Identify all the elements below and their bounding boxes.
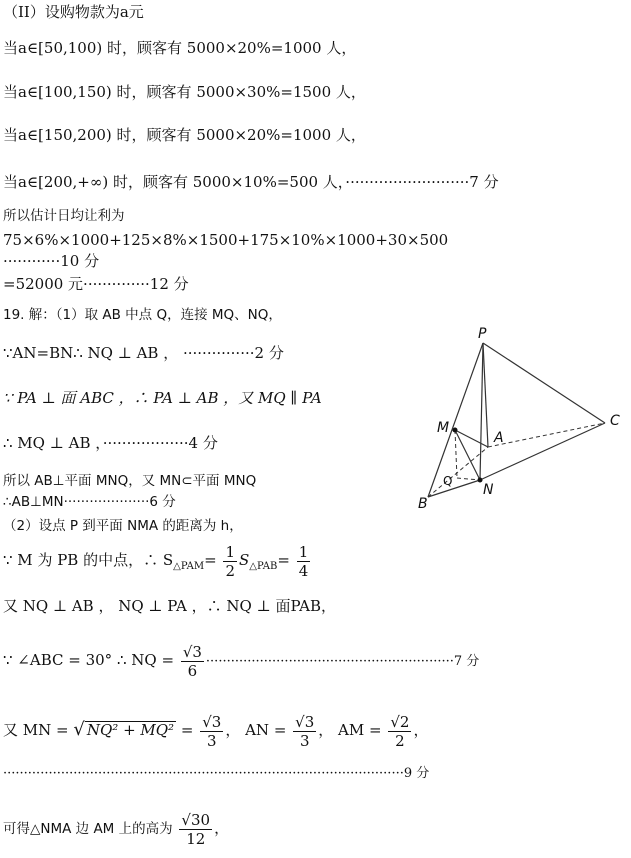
equals-3: = — [180, 721, 194, 739]
label-c: C — [610, 413, 620, 429]
label-a: A — [494, 430, 504, 446]
label-p: P — [478, 326, 487, 342]
line-case-200-inf: 当a∈[200,+∞) 时，顾客有 5000×10%=500 人，··························7 分 — [3, 173, 499, 191]
line-estimate-expression: 75×6%×1000+125×8%×1500+175×10%×1000+30×500 — [3, 231, 449, 249]
line-estimate-heading: 所以估计日均让利为 — [3, 208, 125, 224]
comma-1: ， — [413, 721, 429, 739]
line-part2-intro: （II）设购物款为a元 — [3, 3, 144, 21]
line-nq-perp-pab: 又 NQ ⊥ AB ， NQ ⊥ PA ，∴ NQ ⊥ 面PAB， — [3, 597, 337, 615]
fraction-height: $\frac{√30}{12}$ — [181, 810, 211, 848]
line-score-9: ·································································································9 分 — [3, 766, 430, 781]
area-sub-pab: △PAB — [249, 561, 278, 572]
area-s: S — [239, 551, 250, 569]
line-result-52000: =52000 元··············12 分 — [3, 275, 189, 293]
fraction-nq: $\frac{√3}{6}$ — [182, 642, 202, 680]
edge-bn — [428, 480, 480, 497]
label-n: N — [483, 482, 494, 498]
area-ratio-text: ∵ M 为 PB 的中点，∴ S — [3, 551, 174, 569]
edge-pc — [483, 343, 605, 423]
fraction-one-quarter: $\frac{1}{4}$ — [298, 542, 309, 580]
equals-2: = — [277, 551, 290, 569]
line-case-100-150: 当a∈[100,150) 时，顾客有 5000×30%=1500 人， — [3, 83, 366, 101]
edge-ac-hidden — [488, 423, 605, 447]
line-case-150-200: 当a∈[150,200) 时，顾客有 5000×20%=1000 人， — [3, 126, 366, 144]
edge-pn — [480, 343, 483, 480]
point-m — [453, 428, 458, 433]
comma-2: ， — [214, 819, 230, 837]
point-n — [478, 478, 483, 483]
score-7-dots: ····························································7 分 — [205, 654, 480, 669]
edge-mn — [455, 430, 480, 480]
line-ab-perp-mn: ∴AB⊥MN····················6 分 — [3, 494, 176, 510]
edge-qn-hidden — [457, 478, 480, 480]
edge-mq-hidden — [455, 430, 457, 478]
equals-1: = — [204, 551, 217, 569]
nq-value-text: ∵ ∠ABC = 30° ∴ NQ = — [3, 651, 175, 669]
line-q19-part1: 19. 解：（1）取 AB 中点 Q，连接 MQ、NQ， — [3, 307, 282, 323]
label-q: Q — [443, 474, 453, 488]
line-part2-distance: （2）设点 P 到平面 NMA 的距离为 h， — [3, 518, 243, 534]
line-score-10: ············10 分 — [3, 252, 100, 270]
edge-ma — [455, 430, 488, 447]
area-sub-pam: △PAM — [173, 561, 205, 572]
label-m: M — [437, 420, 450, 436]
line-nq-perp-ab: ∵AN=BN∴ NQ ⊥ AB ， ···············2 分 — [3, 344, 284, 362]
fraction-am: $\frac{√2}{2}$ — [390, 712, 410, 750]
fraction-an: $\frac{√3}{3}$ — [295, 712, 315, 750]
mn-radicand: NQ² + MQ² — [86, 721, 175, 739]
mn-text: 又 MN = — [3, 721, 69, 739]
height-text: 可得△NMA 边 AM 上的高为 — [3, 821, 173, 837]
label-b: B — [418, 496, 428, 512]
edge-pa — [483, 343, 488, 447]
an-text: ， AN = — [225, 721, 287, 739]
line-pa-perp-plane: ∵ PA ⊥ 面 ABC ，∴ PA ⊥ AB ，又 MQ ∥ PA — [3, 389, 322, 407]
line-ab-perp-mnq: 所以 AB⊥平面 MNQ，又 MN⊂平面 MNQ — [3, 473, 257, 489]
fraction-one-half: $\frac{1}{2}$ — [225, 542, 236, 580]
line-case-50-100: 当a∈[50,100) 时，顾客有 5000×20%=1000 人， — [3, 39, 357, 57]
fraction-mn: $\frac{√3}{3}$ — [202, 712, 222, 750]
line-mq-perp-ab: ∴ MQ ⊥ AB ，··················4 分 — [3, 434, 218, 452]
sqrt-icon: √ — [73, 719, 85, 740]
am-text: ， AM = — [318, 721, 382, 739]
